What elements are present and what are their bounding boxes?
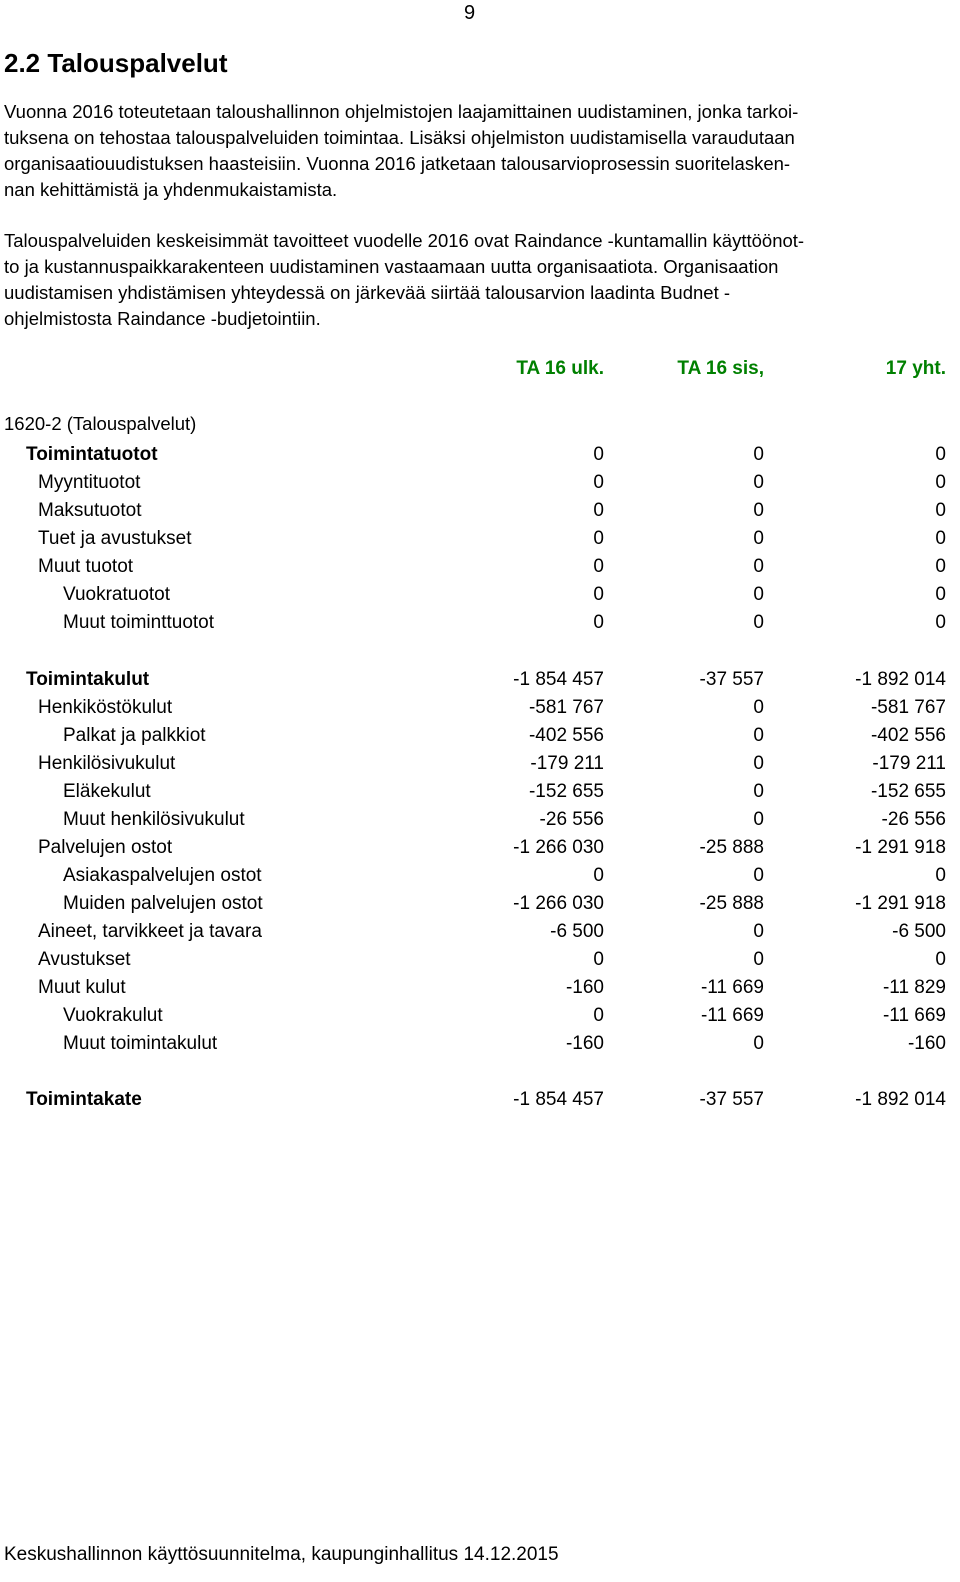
paragraph-line: Talouspalveluiden keskeisimmät tavoitteet vuodelle 2016 ovat Raindance -kuntamallin käyttöönot- <box>4 230 805 251</box>
table-row <box>0 694 960 722</box>
table-row <box>0 750 960 778</box>
row-label: Muut kulut <box>38 977 126 998</box>
cell-ta16-sis: 0 <box>753 697 764 718</box>
row-label: Muut tuotot <box>38 556 134 577</box>
table-column-headers <box>0 358 960 384</box>
cell-ta16-sis: 0 <box>753 725 764 746</box>
table-row <box>0 525 960 553</box>
table-row <box>0 806 960 834</box>
cell-17-yht: 0 <box>935 528 946 549</box>
cell-ta16-ulk: -6 500 <box>550 921 604 942</box>
cell-ta16-sis: 0 <box>753 781 764 802</box>
cell-17-yht: -581 767 <box>870 697 946 718</box>
table-row <box>0 666 960 694</box>
cell-ta16-sis: 0 <box>753 444 764 465</box>
row-label: Palkat ja palkkiot <box>63 725 206 746</box>
cell-17-yht: 0 <box>935 865 946 886</box>
cell-17-yht: -402 556 <box>870 725 946 746</box>
paragraph-line: organisaatiouudistuksen haasteisiin. Vuonna 2016 jatketaan talousarvioprosessin suoritelasken- <box>4 153 791 174</box>
page-number: 9 <box>464 2 476 24</box>
cell-17-yht: -6 500 <box>892 921 946 942</box>
cell-ta16-sis: -11 669 <box>700 977 764 998</box>
cell-ta16-ulk: -160 <box>565 1033 604 1054</box>
section-heading: 2.2 Talouspalvelut <box>4 48 228 78</box>
row-label: Eläkekulut <box>63 781 151 802</box>
table-row <box>0 1002 960 1030</box>
cell-17-yht: -160 <box>907 1033 946 1054</box>
column-header-ta16-ulk: TA 16 ulk. <box>516 358 604 379</box>
row-label: Asiakaspalvelujen ostot <box>63 865 262 886</box>
row-label: Maksutuotot <box>38 500 142 521</box>
cell-ta16-ulk: -1 266 030 <box>513 837 604 858</box>
table-row <box>0 862 960 890</box>
cell-17-yht: -26 556 <box>881 809 946 830</box>
cell-ta16-sis: -11 669 <box>700 1005 764 1026</box>
cell-ta16-ulk: 0 <box>593 528 604 549</box>
paragraph-line: uudistamisen yhdistämisen yhteydessä on järkevää siirtää talousarvion laadinta Budnet - <box>4 282 731 303</box>
row-label: Muut toimintakulut <box>63 1033 218 1054</box>
cell-ta16-sis: 0 <box>753 500 764 521</box>
table-row <box>0 974 960 1002</box>
cell-17-yht: 0 <box>935 500 946 521</box>
row-label: Henkiköstökulut <box>38 697 173 718</box>
cell-17-yht: -11 669 <box>882 1005 946 1026</box>
table-row <box>0 553 960 581</box>
table-row <box>0 946 960 974</box>
cell-ta16-sis: 0 <box>753 472 764 493</box>
paragraph-line: nan kehittämistä ja yhdenmukaistamista. <box>4 179 338 200</box>
cell-17-yht: -1 291 918 <box>855 837 946 858</box>
table-row <box>0 581 960 609</box>
row-label: Aineet, tarvikkeet ja tavara <box>38 921 262 942</box>
row-label: Toimintakate <box>26 1089 142 1110</box>
cell-ta16-ulk: -160 <box>565 977 604 998</box>
cell-ta16-ulk: 0 <box>593 865 604 886</box>
cell-ta16-sis: -37 557 <box>699 1089 764 1110</box>
cell-ta16-ulk: -1 854 457 <box>513 669 604 690</box>
row-label: Toimintakulut <box>26 669 150 690</box>
cell-ta16-ulk: 0 <box>593 1005 604 1026</box>
paragraph-line: Vuonna 2016 toteutetaan taloushallinnon ohjelmistojen laajamittainen uudistaminen, jonka tarkoi- <box>4 101 799 122</box>
cell-ta16-ulk: 0 <box>593 472 604 493</box>
column-header-ta16-sis: TA 16 sis, <box>677 358 764 379</box>
cell-17-yht: -1 892 014 <box>855 1089 946 1110</box>
cell-ta16-sis: 0 <box>753 1033 764 1054</box>
row-label: Palvelujen ostot <box>38 837 173 858</box>
table-row <box>0 441 960 469</box>
expenses-table <box>0 666 960 1058</box>
cell-ta16-ulk: 0 <box>593 612 604 633</box>
table-row <box>0 918 960 946</box>
cell-ta16-sis: 0 <box>753 921 764 942</box>
row-label: Vuokrakulut <box>63 1005 163 1026</box>
goals-paragraph <box>4 228 949 332</box>
row-label: Tuet ja avustukset <box>38 528 192 549</box>
intro-paragraph <box>4 99 949 203</box>
cell-ta16-sis: 0 <box>753 949 764 970</box>
cell-ta16-sis: -25 888 <box>699 837 764 858</box>
cell-ta16-sis: 0 <box>753 584 764 605</box>
column-header-17-yht: 17 yht. <box>885 358 946 379</box>
cell-17-yht: -1 892 014 <box>855 669 946 690</box>
row-label: Henkilösivukulut <box>38 753 176 774</box>
table-row <box>0 497 960 525</box>
paragraph-line: to ja kustannuspaikkarakenteen uudistaminen vastaamaan uutta organisaatiota. Organisaation <box>4 256 779 277</box>
table-row <box>0 834 960 862</box>
row-label: Muut toiminttuotot <box>63 612 215 633</box>
cell-ta16-sis: 0 <box>753 556 764 577</box>
cell-17-yht: 0 <box>935 444 946 465</box>
row-label: Vuokratuotot <box>63 584 171 605</box>
cell-ta16-ulk: 0 <box>593 556 604 577</box>
page-footer: Keskushallinnon käyttösuunnitelma, kaupunginhallitus 14.12.2015 <box>4 1544 559 1565</box>
cell-17-yht: 0 <box>935 556 946 577</box>
paragraph-line: ohjelmistosta Raindance -budjetointiin. <box>4 308 321 329</box>
cell-17-yht: -1 291 918 <box>855 893 946 914</box>
cell-ta16-ulk: -179 211 <box>530 753 604 774</box>
cell-ta16-ulk: -1 854 457 <box>513 1089 604 1110</box>
cell-17-yht: -11 829 <box>882 977 946 998</box>
row-label: Avustukset <box>38 949 131 970</box>
cell-ta16-ulk: 0 <box>593 949 604 970</box>
cell-ta16-sis: 0 <box>753 809 764 830</box>
table-row <box>0 1030 960 1058</box>
paragraph-line: tuksena on tehostaa talouspalveluiden toimintaa. Lisäksi ohjelmiston uudistamisella varaudutaan <box>4 127 795 148</box>
table-row <box>0 722 960 750</box>
cell-ta16-sis: -25 888 <box>699 893 764 914</box>
row-label: Toimintatuotot <box>26 444 158 465</box>
cell-ta16-ulk: -152 655 <box>528 781 604 802</box>
cell-17-yht: 0 <box>935 949 946 970</box>
table-row <box>0 890 960 918</box>
row-label: Muiden palvelujen ostot <box>63 893 263 914</box>
row-label: Muut henkilösivukulut <box>63 809 245 830</box>
cell-ta16-sis: 0 <box>753 865 764 886</box>
cell-ta16-sis: 0 <box>753 753 764 774</box>
cell-ta16-ulk: 0 <box>593 444 604 465</box>
cell-ta16-sis: 0 <box>753 528 764 549</box>
cell-17-yht: 0 <box>935 472 946 493</box>
cell-ta16-ulk: 0 <box>593 584 604 605</box>
cell-ta16-ulk: -26 556 <box>539 809 604 830</box>
cell-17-yht: -179 211 <box>872 753 946 774</box>
table-row <box>0 469 960 497</box>
cell-17-yht: -152 655 <box>870 781 946 802</box>
cell-ta16-ulk: -1 266 030 <box>513 893 604 914</box>
income-table <box>0 441 960 637</box>
cell-17-yht: 0 <box>935 584 946 605</box>
cell-ta16-sis: -37 557 <box>699 669 764 690</box>
cell-17-yht: 0 <box>935 612 946 633</box>
table-row <box>0 778 960 806</box>
cell-ta16-ulk: 0 <box>593 500 604 521</box>
table-row <box>0 1086 960 1114</box>
table-section-title: 1620-2 (Talouspalvelut) <box>4 413 197 434</box>
table-row <box>0 609 960 637</box>
cell-ta16-sis: 0 <box>753 612 764 633</box>
margin-table <box>0 1086 960 1114</box>
cell-ta16-ulk: -581 767 <box>528 697 604 718</box>
row-label: Myyntituotot <box>38 472 141 493</box>
cell-ta16-ulk: -402 556 <box>528 725 604 746</box>
